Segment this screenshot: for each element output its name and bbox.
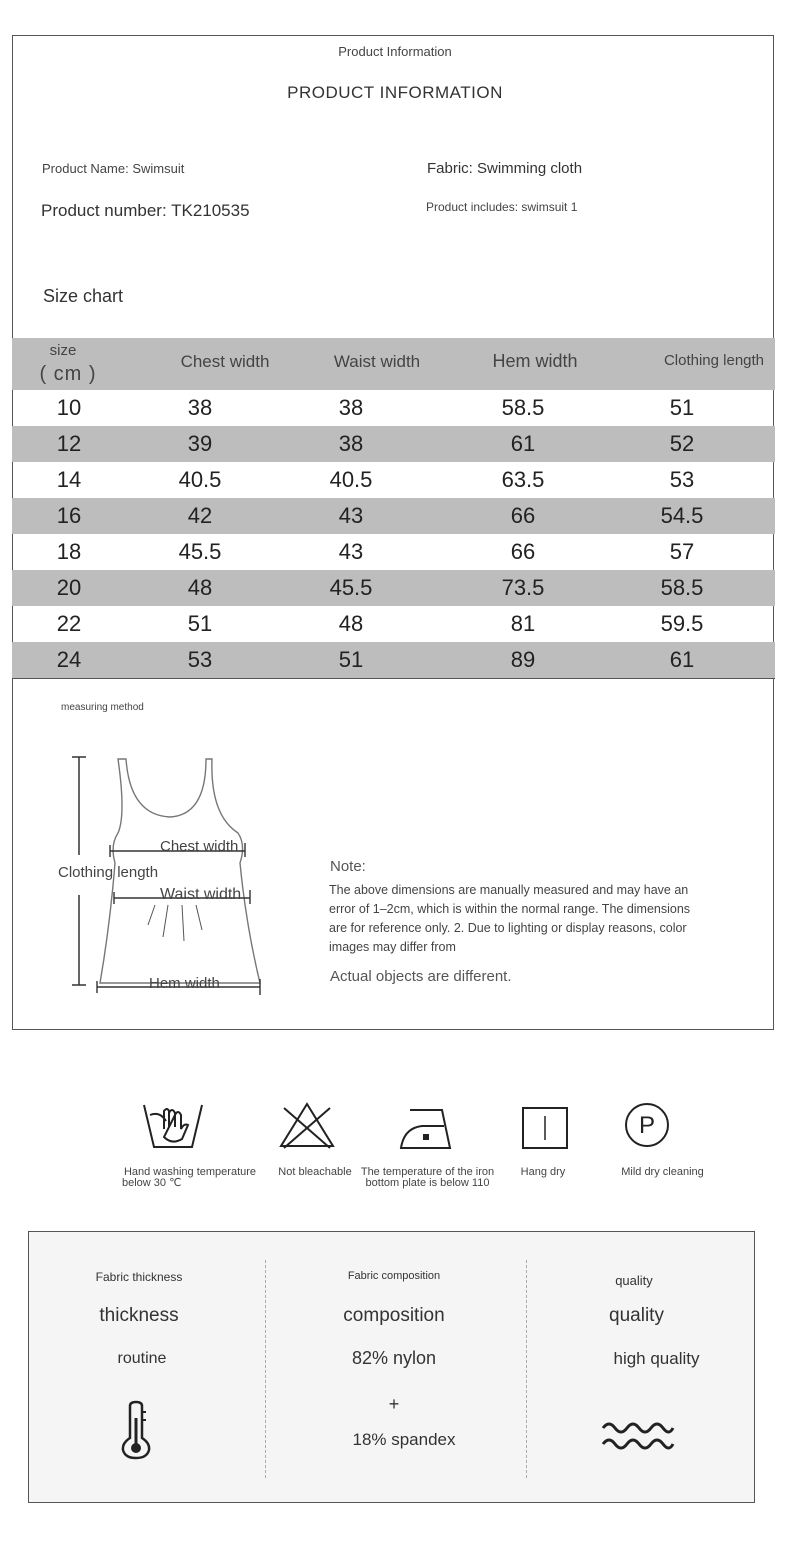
care-label-dry-clean: Mild dry cleaning [621,1166,704,1178]
note-body: The above dimensions are manually measured and may have an error of 1–2cm, which is within the normal range. The dimensions are for reference only. 2. Due to lighting or display reasons, color images may differ from [329,883,691,954]
product-name: Product Name: Swimsuit [42,161,185,176]
cell-size: 24 [56,647,82,672]
cell-length: 58.5 [660,575,704,600]
composition-value-spandex: 18% spandex [352,1430,456,1449]
composition-small: Fabric composition [347,1270,441,1282]
cell-chest: 53 [187,647,213,672]
fabric-info-box [28,1231,755,1503]
thermometer-icon [119,1400,153,1460]
cell-waist: 43 [338,539,364,564]
table-row [12,642,775,678]
product-number: Product number: TK210535 [41,201,250,220]
small-title: Product Information [338,44,452,59]
table-row [12,498,775,534]
cell-chest: 38 [187,395,213,420]
care-label-iron: The temperature of the iron bottom plate is below 110 [360,1166,495,1189]
cell-chest: 39 [187,431,213,456]
divider [265,1260,266,1478]
quality-title: quality [609,1305,664,1326]
care-label-hand-wash: Hand washing temperature below 30 ℃ [122,1166,257,1189]
header-hem: Hem width [492,351,578,371]
cell-length: 53 [669,467,695,492]
measuring-title: measuring method [61,702,144,713]
divider [526,1260,527,1478]
label-chest: Chest width [160,838,239,855]
cell-length: 52 [669,431,695,456]
cell-hem: 66 [510,539,536,564]
no-bleach-icon [278,1100,336,1150]
cell-chest: 48 [187,575,213,600]
cell-length: 54.5 [660,503,704,528]
cell-size: 16 [56,503,82,528]
cell-hem: 89 [510,647,536,672]
dry-clean-icon [624,1102,670,1148]
cell-size: 10 [56,395,82,420]
quality-value: high quality [613,1349,700,1368]
cell-hem: 61 [510,431,536,456]
cell-size: 20 [56,575,82,600]
quality-small: quality [615,1273,653,1288]
cell-waist: 45.5 [329,575,373,600]
table-header-row [12,338,775,390]
cell-hem: 63.5 [501,467,545,492]
fabric: Fabric: Swimming cloth [427,160,583,177]
svg-text:P: P [638,1112,656,1139]
cell-chest: 40.5 [178,467,222,492]
table-row [12,570,775,606]
cell-length: 61 [669,647,695,672]
cell-length: 59.5 [660,611,704,636]
cell-chest: 42 [187,503,213,528]
cell-size: 12 [56,431,82,456]
header-chest: Chest width [180,352,270,371]
label-length: Clothing length [58,864,159,881]
cell-hem: 66 [510,503,536,528]
cell-length: 57 [669,539,695,564]
hang-dry-icon [521,1106,569,1150]
header-size-unit: ( cm ) [39,363,97,385]
note-footer: Actual objects are different. [330,968,512,985]
cell-waist: 43 [338,503,364,528]
cell-chest: 51 [187,611,213,636]
care-label-hang-dry: Hang dry [520,1166,566,1178]
cell-chest: 45.5 [178,539,222,564]
cell-hem: 58.5 [501,395,545,420]
composition-plus: + [388,1394,400,1414]
table-row [12,390,775,426]
header-length: Clothing length [663,352,765,369]
table-row [12,462,775,498]
product-includes: Product includes: swimsuit 1 [426,200,578,214]
label-hem: Hem width [149,975,220,992]
size-chart-title: Size chart [43,286,124,306]
hand-wash-icon [142,1101,204,1151]
header-size: size [49,342,77,359]
header-waist: Waist width [333,352,421,371]
composition-title: composition [343,1305,445,1326]
cell-size: 22 [56,611,82,636]
cell-waist: 48 [338,611,364,636]
table-row [12,426,775,462]
care-label-no-bleach: Not bleachable [278,1166,352,1178]
thickness-title: thickness [99,1305,179,1326]
cell-waist: 40.5 [329,467,373,492]
table-row [12,606,775,642]
wave-icon [601,1418,675,1454]
cell-size: 18 [56,539,82,564]
thickness-value: routine [117,1350,167,1367]
cell-waist: 51 [338,647,364,672]
iron-icon [398,1106,454,1152]
composition-value-nylon: 82% nylon [351,1348,437,1368]
cell-size: 14 [56,467,82,492]
thickness-small: Fabric thickness [95,1270,183,1284]
page-title: PRODUCT INFORMATION [287,83,503,102]
cell-length: 51 [669,395,695,420]
cell-hem: 73.5 [501,575,545,600]
note-title: Note: [330,858,366,875]
cell-waist: 38 [338,395,364,420]
table-row [12,534,775,570]
label-waist: Waist width [160,886,242,903]
cell-hem: 81 [510,611,536,636]
cell-waist: 38 [338,431,364,456]
divider [12,678,775,679]
